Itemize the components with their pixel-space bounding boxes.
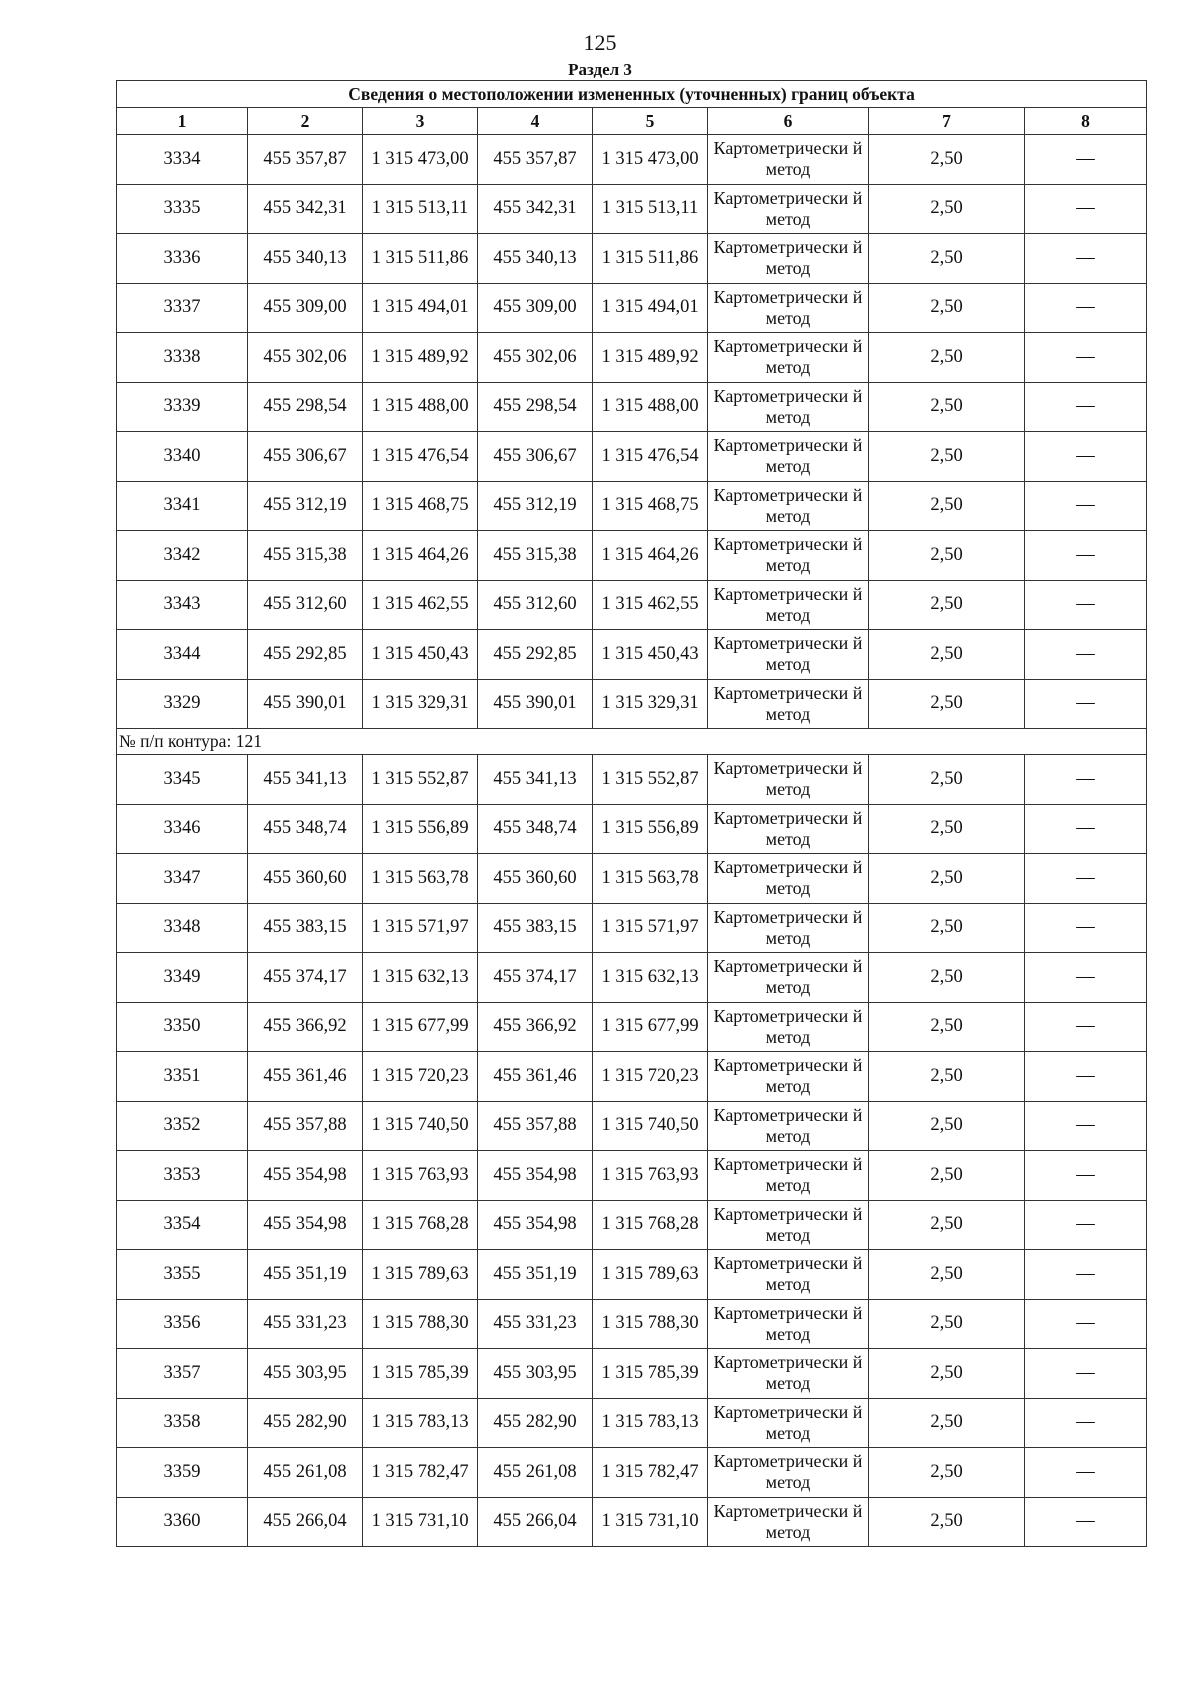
cell-x-new: 455 354,98 <box>478 1200 593 1250</box>
column-number-6: 6 <box>708 108 869 135</box>
cell-x-new: 455 348,74 <box>478 804 593 854</box>
table-row <box>117 1299 1147 1349</box>
cell-x-existing: 455 331,23 <box>248 1299 363 1349</box>
cell-x-existing: 455 341,13 <box>248 755 363 805</box>
cell-x-new: 455 361,46 <box>478 1052 593 1102</box>
column-number-5: 5 <box>593 108 708 135</box>
cell-y-new: 1 315 783,13 <box>593 1398 708 1448</box>
cell-method: Картометрически й метод <box>708 953 869 1003</box>
cell-y-existing: 1 315 476,54 <box>363 432 478 482</box>
cell-x-new: 455 312,19 <box>478 481 593 531</box>
cell-method: Картометрически й метод <box>708 804 869 854</box>
cell-method: Картометрически й метод <box>708 432 869 482</box>
column-number-7: 7 <box>869 108 1025 135</box>
cell-accuracy: 2,50 <box>869 481 1025 531</box>
cell-x-new: 455 340,13 <box>478 234 593 284</box>
cell-point-number: 3353 <box>117 1151 248 1201</box>
cell-method: Картометрически й метод <box>708 580 869 630</box>
cell-method: Картометрически й метод <box>708 1448 869 1498</box>
cell-accuracy: 2,50 <box>869 1299 1025 1349</box>
cell-point-number: 3338 <box>117 333 248 383</box>
cell-point-number: 3342 <box>117 531 248 581</box>
cell-y-existing: 1 315 450,43 <box>363 630 478 680</box>
cell-y-existing: 1 315 677,99 <box>363 1002 478 1052</box>
cell-x-existing: 455 261,08 <box>248 1448 363 1498</box>
cell-accuracy: 2,50 <box>869 804 1025 854</box>
cell-note: — <box>1025 184 1147 234</box>
cell-note: — <box>1025 1299 1147 1349</box>
section-title: Раздел 3 <box>568 60 632 79</box>
cell-y-new: 1 315 731,10 <box>593 1497 708 1547</box>
cell-method: Картометрически й метод <box>708 184 869 234</box>
cell-y-existing: 1 315 768,28 <box>363 1200 478 1250</box>
cell-x-existing: 455 312,19 <box>248 481 363 531</box>
cell-method: Картометрически й метод <box>708 630 869 680</box>
table-body <box>117 135 1147 1547</box>
cell-point-number: 3352 <box>117 1101 248 1151</box>
cell-note: — <box>1025 234 1147 284</box>
table-row <box>117 1398 1147 1448</box>
cell-x-new: 455 383,15 <box>478 903 593 953</box>
cell-x-existing: 455 357,88 <box>248 1101 363 1151</box>
cell-note: — <box>1025 679 1147 729</box>
cell-x-existing: 455 312,60 <box>248 580 363 630</box>
cell-y-new: 1 315 785,39 <box>593 1349 708 1399</box>
cell-method: Картометрически й метод <box>708 333 869 383</box>
cell-y-new: 1 315 462,55 <box>593 580 708 630</box>
cell-accuracy: 2,50 <box>869 184 1025 234</box>
cell-y-new: 1 315 563,78 <box>593 854 708 904</box>
cell-method: Картометрически й метод <box>708 1052 869 1102</box>
cell-x-new: 455 341,13 <box>478 755 593 805</box>
cell-note: — <box>1025 1002 1147 1052</box>
table-row <box>117 1448 1147 1498</box>
cell-point-number: 3358 <box>117 1398 248 1448</box>
cell-note: — <box>1025 1052 1147 1102</box>
cell-y-new: 1 315 489,92 <box>593 333 708 383</box>
table-row <box>117 1200 1147 1250</box>
cell-point-number: 3346 <box>117 804 248 854</box>
cell-accuracy: 2,50 <box>869 382 1025 432</box>
cell-x-existing: 455 303,95 <box>248 1349 363 1399</box>
cell-y-existing: 1 315 329,31 <box>363 679 478 729</box>
cell-x-existing: 455 374,17 <box>248 953 363 1003</box>
cell-method: Картометрически й метод <box>708 1497 869 1547</box>
cell-x-new: 455 342,31 <box>478 184 593 234</box>
cell-x-existing: 455 340,13 <box>248 234 363 284</box>
table-row <box>117 679 1147 729</box>
cell-method: Картометрически й метод <box>708 1250 869 1300</box>
cell-x-existing: 455 282,90 <box>248 1398 363 1448</box>
cell-method: Картометрически й метод <box>708 1151 869 1201</box>
cell-y-new: 1 315 720,23 <box>593 1052 708 1102</box>
table-row <box>117 804 1147 854</box>
column-number-1: 1 <box>117 108 248 135</box>
cell-accuracy: 2,50 <box>869 1497 1025 1547</box>
table-row <box>117 333 1147 383</box>
cell-x-existing: 455 354,98 <box>248 1200 363 1250</box>
cell-note: — <box>1025 1448 1147 1498</box>
cell-x-existing: 455 298,54 <box>248 382 363 432</box>
cell-x-existing: 455 266,04 <box>248 1497 363 1547</box>
cell-y-existing: 1 315 556,89 <box>363 804 478 854</box>
cell-x-existing: 455 292,85 <box>248 630 363 680</box>
cell-x-existing: 455 366,92 <box>248 1002 363 1052</box>
cell-note: — <box>1025 1200 1147 1250</box>
cell-method: Картометрически й метод <box>708 1299 869 1349</box>
table-row <box>117 481 1147 531</box>
cell-method: Картометрически й метод <box>708 531 869 581</box>
column-number-2: 2 <box>248 108 363 135</box>
cell-y-existing: 1 315 788,30 <box>363 1299 478 1349</box>
table-row <box>117 382 1147 432</box>
cell-y-existing: 1 315 571,97 <box>363 903 478 953</box>
cell-accuracy: 2,50 <box>869 1448 1025 1498</box>
cell-accuracy: 2,50 <box>869 755 1025 805</box>
cell-x-existing: 455 348,74 <box>248 804 363 854</box>
cell-y-existing: 1 315 462,55 <box>363 580 478 630</box>
cell-method: Картометрически й метод <box>708 481 869 531</box>
contour-label: № п/п контура: 121 <box>117 729 1147 755</box>
cell-accuracy: 2,50 <box>869 1052 1025 1102</box>
table-row <box>117 903 1147 953</box>
cell-x-existing: 455 354,98 <box>248 1151 363 1201</box>
cell-y-new: 1 315 494,01 <box>593 283 708 333</box>
cell-x-existing: 455 342,31 <box>248 184 363 234</box>
cell-point-number: 3336 <box>117 234 248 284</box>
cell-accuracy: 2,50 <box>869 432 1025 482</box>
cell-point-number: 3345 <box>117 755 248 805</box>
table-row <box>117 234 1147 284</box>
cell-y-existing: 1 315 468,75 <box>363 481 478 531</box>
cell-y-existing: 1 315 632,13 <box>363 953 478 1003</box>
cell-y-existing: 1 315 720,23 <box>363 1052 478 1102</box>
cell-x-new: 455 354,98 <box>478 1151 593 1201</box>
table-row <box>117 1002 1147 1052</box>
cell-y-new: 1 315 782,47 <box>593 1448 708 1498</box>
cell-x-existing: 455 361,46 <box>248 1052 363 1102</box>
cell-accuracy: 2,50 <box>869 531 1025 581</box>
cell-point-number: 3356 <box>117 1299 248 1349</box>
cell-y-new: 1 315 763,93 <box>593 1151 708 1201</box>
cell-y-existing: 1 315 731,10 <box>363 1497 478 1547</box>
cell-method: Картометрически й метод <box>708 854 869 904</box>
table-row <box>117 755 1147 805</box>
cell-x-new: 455 315,38 <box>478 531 593 581</box>
cell-y-existing: 1 315 740,50 <box>363 1101 478 1151</box>
cell-point-number: 3348 <box>117 903 248 953</box>
cell-method: Картометрически й метод <box>708 679 869 729</box>
cell-y-existing: 1 315 513,11 <box>363 184 478 234</box>
cell-y-new: 1 315 464,26 <box>593 531 708 581</box>
cell-note: — <box>1025 382 1147 432</box>
table-row <box>117 135 1147 185</box>
column-number-row <box>117 108 1147 135</box>
cell-x-new: 455 302,06 <box>478 333 593 383</box>
cell-point-number: 3347 <box>117 854 248 904</box>
cell-note: — <box>1025 953 1147 1003</box>
cell-method: Картометрически й метод <box>708 1398 869 1448</box>
cell-point-number: 3334 <box>117 135 248 185</box>
cell-note: — <box>1025 333 1147 383</box>
cell-x-existing: 455 309,00 <box>248 283 363 333</box>
cell-x-existing: 455 360,60 <box>248 854 363 904</box>
cell-method: Картометрически й метод <box>708 283 869 333</box>
cell-x-new: 455 309,00 <box>478 283 593 333</box>
cell-accuracy: 2,50 <box>869 679 1025 729</box>
cell-accuracy: 2,50 <box>869 333 1025 383</box>
cell-x-existing: 455 302,06 <box>248 333 363 383</box>
cell-note: — <box>1025 1497 1147 1547</box>
cell-method: Картометрически й метод <box>708 1200 869 1250</box>
cell-accuracy: 2,50 <box>869 1151 1025 1201</box>
cell-point-number: 3355 <box>117 1250 248 1300</box>
cell-point-number: 3341 <box>117 481 248 531</box>
cell-y-existing: 1 315 552,87 <box>363 755 478 805</box>
cell-accuracy: 2,50 <box>869 1002 1025 1052</box>
column-number-4: 4 <box>478 108 593 135</box>
cell-note: — <box>1025 531 1147 581</box>
cell-y-new: 1 315 473,00 <box>593 135 708 185</box>
cell-y-existing: 1 315 785,39 <box>363 1349 478 1399</box>
cell-point-number: 3344 <box>117 630 248 680</box>
cell-point-number: 3351 <box>117 1052 248 1102</box>
cell-x-existing: 455 383,15 <box>248 903 363 953</box>
table-row <box>117 531 1147 581</box>
cell-x-new: 455 357,88 <box>478 1101 593 1151</box>
table-row <box>117 580 1147 630</box>
cell-method: Картометрически й метод <box>708 234 869 284</box>
cell-point-number: 3354 <box>117 1200 248 1250</box>
table-row <box>117 184 1147 234</box>
cell-accuracy: 2,50 <box>869 903 1025 953</box>
cell-accuracy: 2,50 <box>869 1349 1025 1399</box>
cell-point-number: 3329 <box>117 679 248 729</box>
cell-note: — <box>1025 283 1147 333</box>
cell-y-new: 1 315 556,89 <box>593 804 708 854</box>
cell-accuracy: 2,50 <box>869 1101 1025 1151</box>
cell-accuracy: 2,50 <box>869 580 1025 630</box>
cell-y-existing: 1 315 488,00 <box>363 382 478 432</box>
table-row <box>117 1497 1147 1547</box>
cell-x-new: 455 390,01 <box>478 679 593 729</box>
cell-method: Картометрически й метод <box>708 755 869 805</box>
cell-x-new: 455 303,95 <box>478 1349 593 1399</box>
table-row <box>117 1151 1147 1201</box>
cell-note: — <box>1025 1349 1147 1399</box>
cell-x-new: 455 282,90 <box>478 1398 593 1448</box>
cell-note: — <box>1025 580 1147 630</box>
table-row <box>117 953 1147 1003</box>
cell-x-new: 455 298,54 <box>478 382 593 432</box>
column-number-3: 3 <box>363 108 478 135</box>
cell-y-new: 1 315 511,86 <box>593 234 708 284</box>
cell-accuracy: 2,50 <box>869 1200 1025 1250</box>
cell-note: — <box>1025 135 1147 185</box>
cell-method: Картометрически й метод <box>708 135 869 185</box>
table-row <box>117 1250 1147 1300</box>
table-caption: Сведения о местоположении измененных (уточненных) границ объекта <box>117 81 1147 108</box>
cell-y-new: 1 315 450,43 <box>593 630 708 680</box>
cell-note: — <box>1025 854 1147 904</box>
cell-x-new: 455 374,17 <box>478 953 593 1003</box>
cell-x-existing: 455 315,38 <box>248 531 363 581</box>
cell-y-new: 1 315 476,54 <box>593 432 708 482</box>
cell-x-existing: 455 306,67 <box>248 432 363 482</box>
cell-x-new: 455 366,92 <box>478 1002 593 1052</box>
cell-y-new: 1 315 788,30 <box>593 1299 708 1349</box>
cell-y-existing: 1 315 763,93 <box>363 1151 478 1201</box>
table-row <box>117 1052 1147 1102</box>
contour-row <box>117 729 1147 755</box>
cell-note: — <box>1025 804 1147 854</box>
cell-note: — <box>1025 481 1147 531</box>
cell-y-new: 1 315 632,13 <box>593 953 708 1003</box>
cell-x-new: 455 331,23 <box>478 1299 593 1349</box>
table-row <box>117 854 1147 904</box>
cell-y-existing: 1 315 473,00 <box>363 135 478 185</box>
cell-note: — <box>1025 432 1147 482</box>
cell-note: — <box>1025 755 1147 805</box>
cell-x-new: 455 292,85 <box>478 630 593 680</box>
cell-method: Картометрически й метод <box>708 1002 869 1052</box>
cell-note: — <box>1025 1101 1147 1151</box>
table-row <box>117 283 1147 333</box>
cell-y-existing: 1 315 489,92 <box>363 333 478 383</box>
cell-y-existing: 1 315 563,78 <box>363 854 478 904</box>
cell-x-new: 455 261,08 <box>478 1448 593 1498</box>
cell-y-new: 1 315 329,31 <box>593 679 708 729</box>
cell-point-number: 3340 <box>117 432 248 482</box>
boundary-coordinates-table <box>116 80 1147 1547</box>
cell-y-existing: 1 315 789,63 <box>363 1250 478 1300</box>
cell-accuracy: 2,50 <box>869 1250 1025 1300</box>
cell-y-existing: 1 315 782,47 <box>363 1448 478 1498</box>
cell-x-new: 455 357,87 <box>478 135 593 185</box>
cell-accuracy: 2,50 <box>869 283 1025 333</box>
cell-point-number: 3359 <box>117 1448 248 1498</box>
cell-x-new: 455 351,19 <box>478 1250 593 1300</box>
cell-method: Картометрически й метод <box>708 382 869 432</box>
page-number: 125 <box>583 30 617 55</box>
cell-accuracy: 2,50 <box>869 630 1025 680</box>
cell-y-new: 1 315 513,11 <box>593 184 708 234</box>
table-row <box>117 1101 1147 1151</box>
cell-x-new: 455 312,60 <box>478 580 593 630</box>
cell-note: — <box>1025 630 1147 680</box>
cell-y-existing: 1 315 494,01 <box>363 283 478 333</box>
cell-x-new: 455 360,60 <box>478 854 593 904</box>
cell-point-number: 3343 <box>117 580 248 630</box>
cell-point-number: 3337 <box>117 283 248 333</box>
cell-y-new: 1 315 768,28 <box>593 1200 708 1250</box>
cell-x-existing: 455 357,87 <box>248 135 363 185</box>
cell-y-new: 1 315 677,99 <box>593 1002 708 1052</box>
cell-accuracy: 2,50 <box>869 854 1025 904</box>
cell-x-existing: 455 390,01 <box>248 679 363 729</box>
table-row <box>117 1349 1147 1399</box>
cell-method: Картометрически й метод <box>708 1349 869 1399</box>
cell-note: — <box>1025 1250 1147 1300</box>
cell-accuracy: 2,50 <box>869 135 1025 185</box>
cell-y-new: 1 315 789,63 <box>593 1250 708 1300</box>
cell-point-number: 3339 <box>117 382 248 432</box>
cell-x-existing: 455 351,19 <box>248 1250 363 1300</box>
cell-point-number: 3357 <box>117 1349 248 1399</box>
cell-y-new: 1 315 571,97 <box>593 903 708 953</box>
cell-note: — <box>1025 1151 1147 1201</box>
cell-method: Картометрически й метод <box>708 1101 869 1151</box>
cell-accuracy: 2,50 <box>869 953 1025 1003</box>
table-row <box>117 432 1147 482</box>
column-number-8: 8 <box>1025 108 1147 135</box>
cell-x-new: 455 306,67 <box>478 432 593 482</box>
cell-note: — <box>1025 1398 1147 1448</box>
cell-y-existing: 1 315 464,26 <box>363 531 478 581</box>
cell-y-new: 1 315 552,87 <box>593 755 708 805</box>
cell-point-number: 3360 <box>117 1497 248 1547</box>
cell-method: Картометрически й метод <box>708 903 869 953</box>
cell-note: — <box>1025 903 1147 953</box>
cell-y-existing: 1 315 511,86 <box>363 234 478 284</box>
cell-point-number: 3335 <box>117 184 248 234</box>
cell-accuracy: 2,50 <box>869 1398 1025 1448</box>
cell-y-new: 1 315 488,00 <box>593 382 708 432</box>
table-row <box>117 630 1147 680</box>
cell-point-number: 3349 <box>117 953 248 1003</box>
cell-y-new: 1 315 468,75 <box>593 481 708 531</box>
cell-accuracy: 2,50 <box>869 234 1025 284</box>
cell-y-existing: 1 315 783,13 <box>363 1398 478 1448</box>
cell-y-new: 1 315 740,50 <box>593 1101 708 1151</box>
cell-point-number: 3350 <box>117 1002 248 1052</box>
cell-x-new: 455 266,04 <box>478 1497 593 1547</box>
